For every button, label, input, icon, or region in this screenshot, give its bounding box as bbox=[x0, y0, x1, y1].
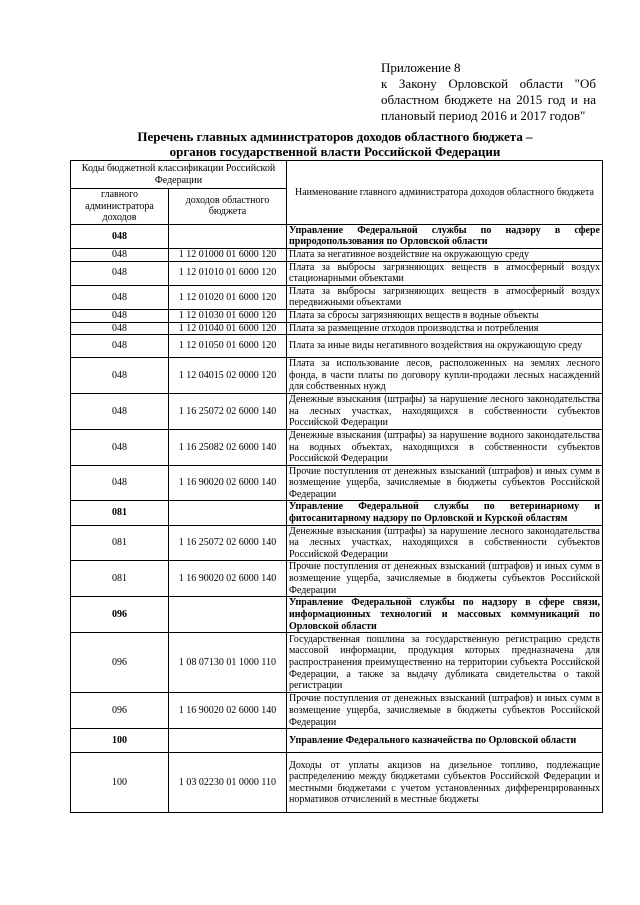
admin-code-cell: 048 bbox=[71, 358, 169, 394]
administrator-name-cell: Доходы от уплаты акцизов на дизельное топливо, подлежащие распределению между бюджетами субъектов Российской Федерации и местными бюджетами с учетом установленных дифференцированных нормативов отчислений в местные бюджеты bbox=[287, 753, 603, 813]
income-code-cell: 1 16 25072 02 6000 140 bbox=[169, 394, 287, 430]
income-code-cell bbox=[169, 729, 287, 753]
administrator-name-cell: Прочие поступления от денежных взысканий (штрафов) и иных сумм в возмещение ущерба, зачисляемые в бюджеты субъектов Российской Федерации bbox=[287, 693, 603, 729]
income-code-cell: 1 03 02230 01 0000 110 bbox=[169, 753, 287, 813]
table-row bbox=[71, 429, 603, 465]
table-row bbox=[71, 322, 603, 335]
admin-code-cell: 100 bbox=[71, 753, 169, 813]
appendix-block bbox=[381, 60, 596, 124]
table-row bbox=[71, 753, 603, 813]
income-code-cell bbox=[169, 224, 287, 248]
table-row bbox=[71, 525, 603, 561]
table-row bbox=[71, 224, 603, 248]
admin-code-cell: 048 bbox=[71, 224, 169, 248]
header-admin: главного администратора доходов bbox=[71, 189, 169, 225]
admin-code-cell: 048 bbox=[71, 309, 169, 322]
admin-code-cell: 096 bbox=[71, 597, 169, 633]
table-row bbox=[71, 561, 603, 597]
income-code-cell: 1 12 01030 01 6000 120 bbox=[169, 309, 287, 322]
administrator-name-cell: Управление Федеральной службы по ветеринарному и фитосанитарному надзору по Орловской и Курской областям bbox=[287, 501, 603, 525]
administrator-name-cell: Управление Федеральной службы по надзору в сфере связи, информационных технологий и массовых коммуникаций по Орловской области bbox=[287, 597, 603, 633]
income-code-cell: 1 16 25072 02 6000 140 bbox=[169, 525, 287, 561]
administrator-name-cell: Плата за негативное воздействие на окружающую среду bbox=[287, 248, 603, 261]
admin-code-cell: 081 bbox=[71, 561, 169, 597]
table-header-row bbox=[71, 161, 603, 189]
appendix-law-reference: к Закону Орловской области "Об областном бюджете на 2015 год и на плановый период 2016 и 2017 годов" bbox=[381, 76, 596, 123]
admin-code-cell: 048 bbox=[71, 429, 169, 465]
admin-code-cell: 048 bbox=[71, 261, 169, 285]
income-code-cell: 1 12 01010 01 6000 120 bbox=[169, 261, 287, 285]
admin-code-cell: 081 bbox=[71, 525, 169, 561]
table-row bbox=[71, 693, 603, 729]
table-row bbox=[71, 309, 603, 322]
administrator-name-cell: Плата за сбросы загрязняющих веществ в водные объекты bbox=[287, 309, 603, 322]
income-code-cell: 1 16 90020 02 6000 140 bbox=[169, 693, 287, 729]
header-income: доходов областного бюджета bbox=[169, 189, 287, 225]
admin-code-cell: 096 bbox=[71, 693, 169, 729]
page-title-line-2: органов государственной власти Российской Федерации bbox=[169, 144, 501, 159]
admin-code-cell: 096 bbox=[71, 633, 169, 693]
table-row bbox=[71, 335, 603, 358]
income-code-cell bbox=[169, 597, 287, 633]
admin-code-cell: 048 bbox=[71, 322, 169, 335]
page-title-line-1: Перечень главных администраторов доходов областного бюджета – bbox=[137, 129, 533, 144]
income-code-cell: 1 16 25082 02 6000 140 bbox=[169, 429, 287, 465]
income-code-cell: 1 12 01020 01 6000 120 bbox=[169, 285, 287, 309]
table-row bbox=[71, 285, 603, 309]
administrator-name-cell: Управление Федерального казначейства по Орловской области bbox=[287, 729, 603, 753]
admin-code-cell: 048 bbox=[71, 248, 169, 261]
administrator-name-cell: Плата за использование лесов, расположенных на землях лесного фонда, в части платы по договору купли-продажи лесных насаждений для собственных нужд bbox=[287, 358, 603, 394]
table-row bbox=[71, 597, 603, 633]
administrators-table bbox=[70, 160, 603, 813]
admin-code-cell: 048 bbox=[71, 335, 169, 358]
administrator-name-cell: Плата за размещение отходов производства и потребления bbox=[287, 322, 603, 335]
table-row bbox=[71, 248, 603, 261]
income-code-cell: 1 12 01000 01 6000 120 bbox=[169, 248, 287, 261]
table-row bbox=[71, 729, 603, 753]
admin-code-cell: 081 bbox=[71, 501, 169, 525]
administrator-name-cell: Государственная пошлина за государственную регистрацию средств массовой информации, продукция которых предназначена для распространения преимущественно на территории субъекта Российской Федерации, а также за выдачу дубликата свидетельства о такой регистрации bbox=[287, 633, 603, 693]
table-row bbox=[71, 261, 603, 285]
admin-code-cell: 048 bbox=[71, 394, 169, 430]
table-row bbox=[71, 358, 603, 394]
income-code-cell: 1 12 04015 02 0000 120 bbox=[169, 358, 287, 394]
administrator-name-cell: Прочие поступления от денежных взысканий (штрафов) и иных сумм в возмещение ущерба, зачисляемые в бюджеты субъектов Российской Федерации bbox=[287, 465, 603, 501]
admin-code-cell: 048 bbox=[71, 285, 169, 309]
administrator-name-cell: Денежные взыскания (штрафы) за нарушение водного законодательства на водных объектах, находящихся в собственности субъектов Российской Федерации bbox=[287, 429, 603, 465]
table-row bbox=[71, 633, 603, 693]
administrator-name-cell: Плата за выбросы загрязняющих веществ в атмосферный воздух стационарными объектами bbox=[287, 261, 603, 285]
income-code-cell: 1 12 01050 01 6000 120 bbox=[169, 335, 287, 358]
appendix-number: Приложение 8 bbox=[381, 60, 461, 75]
administrator-name-cell: Прочие поступления от денежных взысканий (штрафов) и иных сумм в возмещение ущерба, зачисляемые в бюджеты субъектов Российской Федерации bbox=[287, 561, 603, 597]
admin-code-cell: 048 bbox=[71, 465, 169, 501]
income-code-cell bbox=[169, 501, 287, 525]
page-title bbox=[70, 129, 600, 159]
income-code-cell: 1 16 90020 02 6000 140 bbox=[169, 465, 287, 501]
income-code-cell: 1 16 90020 02 6000 140 bbox=[169, 561, 287, 597]
administrator-name-cell: Плата за выбросы загрязняющих веществ в атмосферный воздух передвижными объектами bbox=[287, 285, 603, 309]
admin-code-cell: 100 bbox=[71, 729, 169, 753]
header-codes: Коды бюджетной классификации Российской Федерации bbox=[71, 161, 287, 189]
administrator-name-cell: Управление Федеральной службы по надзору в сфере природопользования по Орловской области bbox=[287, 224, 603, 248]
header-name: Наименование главного администратора доходов областного бюджета bbox=[287, 161, 603, 225]
income-code-cell: 1 08 07130 01 1000 110 bbox=[169, 633, 287, 693]
table-row bbox=[71, 501, 603, 525]
administrator-name-cell: Денежные взыскания (штрафы) за нарушение лесного законодательства на лесных участках, находящихся в собственности субъектов Российской Федерации bbox=[287, 525, 603, 561]
income-code-cell: 1 12 01040 01 6000 120 bbox=[169, 322, 287, 335]
table-row bbox=[71, 394, 603, 430]
administrator-name-cell: Плата за иные виды негативного воздействия на окружающую среду bbox=[287, 335, 603, 358]
administrator-name-cell: Денежные взыскания (штрафы) за нарушение лесного законодательства на лесных участках, находящихся в собственности субъектов Российской Федерации bbox=[287, 394, 603, 430]
table-row bbox=[71, 465, 603, 501]
